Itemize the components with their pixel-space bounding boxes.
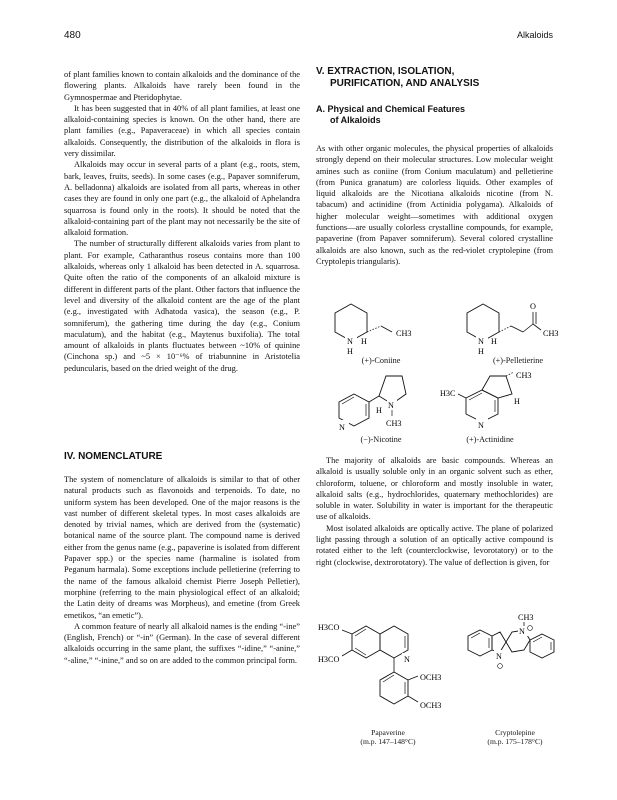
- papaverine-label: Papaverine: [371, 728, 405, 737]
- heading-line: A. Physical and Chemical Features: [316, 104, 466, 114]
- actinidine-label: (+)-Actinidine: [466, 435, 514, 444]
- nicotine-label: (−)-Nicotine: [360, 435, 402, 444]
- atom-label: N: [478, 421, 484, 430]
- paragraph: A common feature of nearly all alkaloid names is the ending “-ine” (English, French) or “-in” (German). In the case of several different alkaloids occurring in the same plant, the suffixes “-idine,” “-anine,” “-aline,” “-inine,” and so on are added to the common principal form.: [64, 621, 300, 665]
- papaverine-melting-point: (m.p. 147–148°C): [360, 737, 416, 746]
- structure-actinidine: [440, 370, 550, 444]
- heading-line: of Alkaloids: [330, 115, 381, 125]
- paragraph: The majority of alkaloids are basic compounds. Whereas an alkaloid is usually soluble only in an organic solvent such as ether, chloroform, toluene, or chloroform and mostly insoluble in water, alkaloid salts (e.g., hydrochlorides, quaternary methochlorides) are soluble in water. Solubility in water is important for the therapeutic use of alkaloids.: [316, 456, 553, 522]
- atom-label: N: [519, 627, 525, 636]
- atom-label: H3CO: [318, 623, 340, 632]
- physical-features-text: [316, 143, 553, 267]
- atom-label: N: [404, 655, 410, 664]
- atom-label: H: [478, 347, 484, 356]
- nicotine-diagram: [336, 370, 426, 432]
- atom-label: N: [347, 337, 353, 346]
- pelletierine-diagram: [463, 300, 573, 358]
- atom-label: N: [496, 652, 502, 661]
- atom-label: H: [514, 397, 520, 406]
- paragraph: It has been suggested that in 40% of all plant families, at least one alkaloid-containing species is known. On the other hand, there are plant families (e.g., Papaveraceae) in which all species contain alkaloids. Consequently, the distribution of the alkaloids in flora is very dissimilar.: [64, 103, 300, 159]
- structure-pelletierine: [463, 300, 573, 365]
- atom-label: H: [347, 347, 353, 356]
- section-heading-extraction: [316, 66, 553, 90]
- structure-papaverine: [318, 612, 458, 746]
- atom-label: H: [361, 337, 367, 346]
- atom-label: OCH3: [420, 701, 442, 710]
- papaverine-caption: [318, 728, 458, 746]
- atom-label: H3CO: [318, 655, 340, 664]
- paragraph: of plant families known to contain alkaloids and the dominance of the flowering plants. Alkaloids have rarely been found in the Gymnospermae and Pteridophytae.: [64, 70, 300, 102]
- subsection-heading: [316, 104, 553, 126]
- cryptolepine-melting-point: (m.p. 175–178°C): [487, 737, 543, 746]
- atom-label: CH3: [386, 419, 402, 428]
- actinidine-diagram: [440, 370, 550, 432]
- running-title: Alkaloids: [516, 30, 553, 40]
- atom-label: CH3: [516, 371, 532, 380]
- nomenclature-text: [64, 474, 300, 666]
- paragraph: As with other organic molecules, the physical properties of alkaloids strongly depend on their molecular structures. Low molecular weight amines such as coniine (from Conium maculatum) and pelletierine (from Punica granatum) are colorless liquids. Other examples of liquid alkaloids are the Nicotiana alkaloids nicotine (from N. tabacum) and actinidine (from Actinidia polygama). Alkaloids of higher molecular weight—sometimes with additional oxygen functions—are usually colorless crystalline compounds, for example, papaverine (from Papaver somniferum). Several colored crystalline alkaloids are also known, such as the red-violet cryptolepine (from Cryptolepis triangularis).: [316, 144, 553, 266]
- atom-label: H: [376, 406, 382, 415]
- page-number: 480: [64, 30, 81, 41]
- cryptolepine-caption: [450, 728, 580, 746]
- paragraph: The system of nomenclature of alkaloids is similar to that of other natural products such as flavonoids and terpenoids. To date, no uniform system has been developed. One of the major reasons is the vast number of different skeletal types. In most cases alkaloids are denoted by trivial names, which are derived from the (systematic) botanical name of the source plant. The compound name is derived either from the genus name (e.g., papaverine is isolated from different Papaver spp.) or the species name (harmaline is isolated from Peganum harmala). Some exceptions include pelletierine (referring to the name of the famous alkaloid chemist Pierre Joseph Pelletier), morphine (referring to the main physiological effect of an alkaloid; the Latin deity of dreams was Morpheus), and emetine (from Greek emetikos, “an emetic”).: [64, 475, 300, 620]
- atom-label: CH3: [396, 329, 412, 338]
- coniine-label: (+)-Coniine: [361, 356, 401, 365]
- paragraph: Most isolated alkaloids are optically active. The plane of polarized light passing through a solution of an optically active compound is rotated either to the left (counterclockwise, levorotatory) or to the right (clockwise, dextrorotatory). The value of deflection is given, for: [316, 523, 553, 567]
- cryptolepine-label: Cryptolepine: [495, 728, 535, 737]
- coniine-diagram: [326, 300, 436, 358]
- atom-label: OCH3: [420, 673, 442, 682]
- paragraph: The number of structurally different alkaloids varies from plant to plant. For example, Catharanthus roseus contains more than 100 alkaloids, whereas only 1 alkaloid has been detected in A. squarrosa. Quite often the ratio of the components of an alkaloid mixture is different in different parts of the plant. Other factors that influence the level and diversity of the alkaloid content are the age of the plant (e.g., investigated with Adhatoda vasica), the season (e.g., P. somniferum), the gathering time during the day (e.g., Conium maculatum), and the habitat (e.g., Maytenus buxifolia). The total amount of alkaloids in plants fluctuates between ~10% of quinine (Cinchona sp.) and ~5 × 10⁻⁶% of triabunnine in Aristotelia peduncularis, based on the dried weight of the drug.: [64, 239, 300, 373]
- structure-cryptolepine: [460, 612, 570, 746]
- heading-line: PURIFICATION, AND ANALYSIS: [330, 78, 480, 89]
- pelletierine-label: (+)-Pelletierine: [492, 356, 544, 365]
- structure-coniine: [326, 300, 436, 365]
- papaverine-diagram: [318, 612, 458, 730]
- atom-label: CH3: [518, 613, 534, 622]
- atom-label: H: [491, 337, 497, 346]
- atom-label: N: [339, 423, 345, 432]
- section-heading-nomenclature: IV. NOMENCLATURE: [64, 451, 163, 462]
- left-column: [64, 69, 300, 374]
- atom-label: N: [478, 337, 484, 346]
- heading-line: V. EXTRACTION, ISOLATION,: [316, 66, 455, 77]
- atom-label: O: [530, 302, 536, 311]
- cryptolepine-diagram: [460, 612, 570, 730]
- atom-label: H3C: [440, 389, 456, 398]
- structure-nicotine: [336, 370, 426, 444]
- paragraph: Alkaloids may occur in several parts of a plant (e.g., roots, stem, bark, leaves, fruits, seeds). In some cases (e.g., Papaver somniferum, A. belladonna) alkaloids are isolated from all parts, whereas in other cases they are found in only one part (e.g., the alkaloid of Aphelandra squarrosa is found only in the roots). It should be noted that the alkaloid-containing part of the plant may not necessarily be the site of alkaloid formation.: [64, 160, 300, 238]
- basicity-text: [316, 455, 553, 568]
- atom-label: CH3: [543, 329, 559, 338]
- atom-label: N: [388, 401, 394, 410]
